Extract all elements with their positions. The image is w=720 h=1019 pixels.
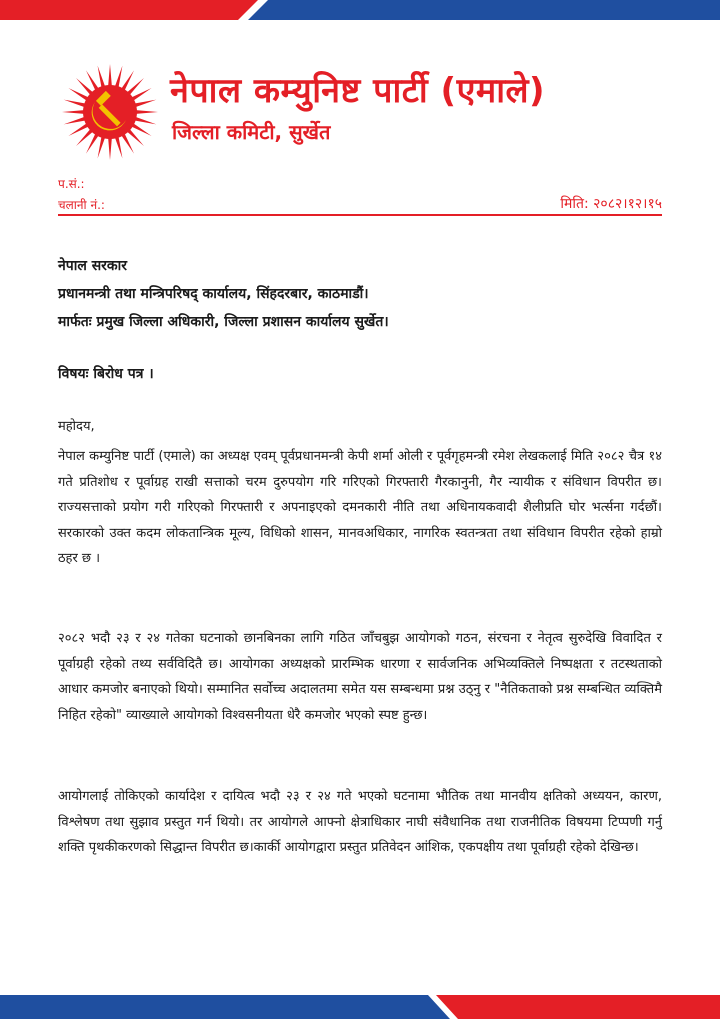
salutation: महोदय, xyxy=(58,419,95,434)
emblem-ray xyxy=(64,100,86,108)
emblem-ray xyxy=(135,100,157,108)
emblem-ray xyxy=(68,88,88,101)
body-paragraph-1: नेपाल कम्युनिष्ट पार्टी (एमाले) का अध्यक्ष एवम् पूर्वप्रधानमन्त्री केपी शर्मा ओली र पूर्वगृहमन्त्री रमेश लेखकलाई मिति २०८२ चैत्र १४ गते प्रतिशोध र पूर्वाग्रह राखी सत्ताको चरम दुरुपयोग गरि गरिएको गिरफ्तारी गैरकानुनी, गैर न्यायीक र संविधान विपरीत छ। राज्यसत्ताको प्रयोग गरी गरिएको गिरफ्तारी र अपनाइएको दमनकारी नीति तथा अधिनायकवादी शैलीप्रति घोर भर्त्सना गर्दछौं। सरकारको उक्त कदम लोकतान्त्रिक मूल्य, विधिको शासन, मानवअधिकार, नागरिक स्वतन्त्रता तथा संविधान विपरीत रहेको हाम्रो ठहर छ । xyxy=(58,449,662,566)
reference-number-label: प.सं.: xyxy=(58,177,85,191)
top-blue-band xyxy=(268,0,720,20)
party-emblem-icon xyxy=(60,62,160,162)
emblem-ray xyxy=(132,88,152,101)
letter-subject: विषयः बिरोध पत्र । xyxy=(58,366,154,382)
emblem-ray xyxy=(121,134,134,154)
party-name: नेपाल कम्युनिष्ट पार्टी (एमाले) xyxy=(170,71,546,111)
emblem-ray xyxy=(108,138,112,160)
emblem-ray xyxy=(136,110,158,114)
emblem-ray xyxy=(127,78,144,95)
recipient-line-1: नेपाल सरकार xyxy=(58,258,128,274)
body-paragraph-2: २०८२ भदौ २३ र २४ गतेका घटनाको छानबिनका लागि गठित जाँचबुझ आयोगको गठन, संरचना र नेतृत्व सुरुदेखि विवादित र पूर्वाग्रही रहेको तथ्य सर्वविदितै छ। आयोगका अध्यक्षको प्रारम्भिक धारणा र सार्वजनिक अभिव्यक्तिले निष्पक्षता र तटस्थताको आधार कमजोर बनाएको थियो। सम्मानित सर्वोच्च अदालतमा समेत यस सम्बन्धमा प्रश्न उठ्नु र "नैतिकताको प्रश्न सम्बन्धित व्यक्तिमै निहित रहेको" व्याख्याले आयोगको विश्वसनीयता धेरै कमजोर भएको स्पष्ट हुन्छ। xyxy=(58,631,662,723)
header-divider xyxy=(58,214,662,216)
emblem-ray xyxy=(127,129,144,146)
emblem-ray xyxy=(76,78,93,95)
emblem-ray xyxy=(62,110,84,114)
emblem-ray xyxy=(108,64,112,86)
body-paragraph-3: आयोगलाई तोकिएको कार्यादेश र दायित्व भदौ २३ र २४ गते भएको घटनामा भौतिक तथा मानवीय क्षतिको अध्ययन, कारण, विश्लेषण तथा सुझाव प्रस्तुत गर्न थियो। तर आयोगले आफ्नो क्षेत्राधिकार नाघी संवैधानिक तथा राजनीतिक विषयमा टिप्पणी गर्नु शक्ति पृथकीकरणको सिद्धान्त विपरीत छ।कार्की आयोगद्वारा प्रस्तुत प्रतिवेदन आंशिक, एकपक्षीय तथा पूर्वाग्रही रहेको देखिन्छ। xyxy=(58,789,662,855)
emblem-ray xyxy=(86,134,99,154)
recipient-line-3: मार्फतः प्रमुख जिल्ला अधिकारी, जिल्ला प्रशासन कार्यालय सुर्खेत। xyxy=(58,314,389,330)
emblem-ray xyxy=(98,66,106,88)
emblem-ray xyxy=(115,137,123,159)
emblem-ray xyxy=(121,70,134,90)
emblem-ray xyxy=(98,137,106,159)
emblem-ray xyxy=(76,129,93,146)
recipient-line-2: प्रधानमन्त्री तथा मन्त्रिपरिषद् कार्यालय, सिंहदरबार, काठमाडौं। xyxy=(58,286,369,302)
bottom-red-band xyxy=(458,995,720,1019)
dispatch-number-label: चलानी नं.: xyxy=(58,198,105,212)
emblem-ray xyxy=(135,117,157,125)
committee-name: जिल्ला कमिटी, सुर्खेत xyxy=(172,120,331,144)
emblem-ray xyxy=(64,117,86,125)
emblem-ray xyxy=(115,66,123,88)
emblem-ray xyxy=(132,123,152,136)
emblem-ray xyxy=(86,70,99,90)
bottom-blue-band xyxy=(0,995,428,1019)
top-red-band xyxy=(0,0,238,20)
letter-date: मिति: २०८२।१२।१५ xyxy=(560,196,662,212)
emblem-ray xyxy=(68,123,88,136)
